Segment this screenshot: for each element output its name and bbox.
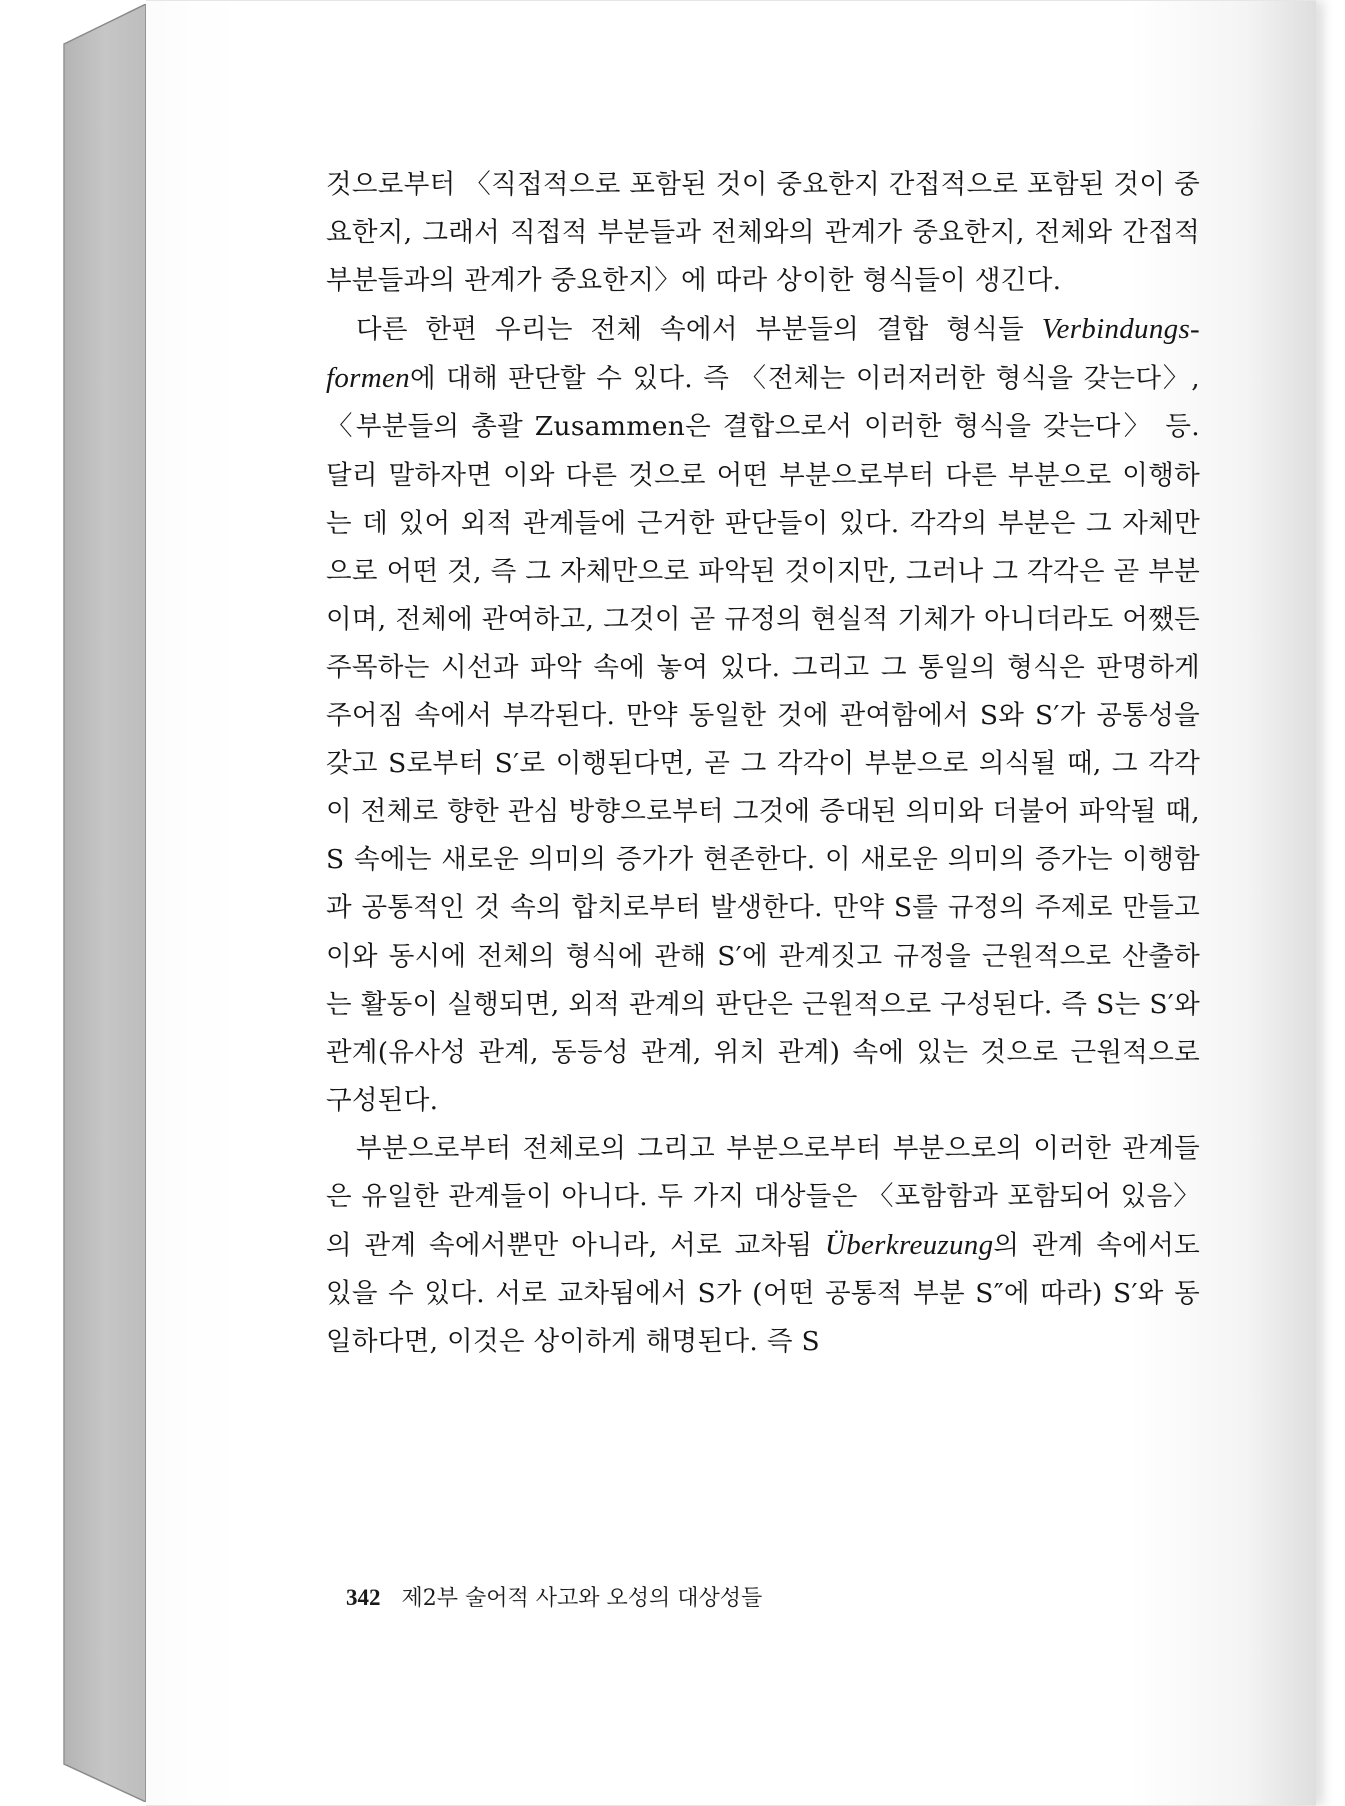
page-number: 342 xyxy=(346,1585,381,1610)
book-page xyxy=(146,0,1316,1806)
text-run: 의 관계 속에서도 있을 수 있다. 서로 교차됨에서 S가 (어떤 공통적 부분 S″에 따라) S′와 동일하다면, 이것은 상이하게 해명된다. 즉 S xyxy=(326,1230,1200,1358)
running-head: 제2부 술어적 사고와 오성의 대상성들 xyxy=(401,1586,763,1611)
text-run: 것으로부터 〈직접적으로 포함된 것이 중요한지 간접적으로 포함된 것이 중요한지, 그래서 직접적 부분들과 전체와의 관계가 중요한지, 전체와 간접적 부분들과의 관계가 중요한지〉에 따라 상이한 형식들이 생긴다. xyxy=(326,169,1200,297)
paragraph xyxy=(326,305,1200,1125)
text-run: 부분으로부터 전체로의 그리고 부분으로부터 부분으로의 이러한 관계들은 유일한 관계들이 아니다. 두 가지 대상들은 〈포함함과 포함되어 있음〉의 관계 속에서뿐만 아니라, 서로 교차됨 xyxy=(326,1132,1200,1262)
book-spine-graphic xyxy=(62,4,148,1802)
paragraph xyxy=(326,161,1200,305)
text-run: 다른 한편 우리는 전체 속에서 부분들의 결합 형식들 xyxy=(356,314,1042,346)
text-run: 에 대해 판단할 수 있다. 즉 〈전체는 이러저러한 형식을 갖는다〉, 〈부분들의 총괄 Zusammen은 결합으로서 이러한 형식을 갖는다〉 등. 달리 말하자면 이와 다른 것으로 어떤 부분으로부터 다른 부분으로 이행하는 데 있어 외적 관계들에 근거한 판단들이 있다. 각각의 부분은 그 자체만으로 어떤 것, 즉 그 자체만으로 파악된 것이지만, 그러나 그 각각은 곧 부분이며, 전체에 관여하고, 그것이 곧 규정의 현실적 기체가 아니더라도 어쨌든 주목하는 시선과 파악 속에 놓여 있다. 그리고 그 통일의 형식은 판명하게 주어짐 속에서 부각된다. 만약 동일한 것에 관여함에서 S와 S′가 공통성을 갖고 S로부터 S′로 이행된다면, 곧 그 각각이 부분으로 의식될 때, 그 각각이 전체로 향한 관심 방향으로부터 그것에 증대된 의미와 더불어 파악될 때, S 속에는 새로운 의미의 증가가 현존한다. 이 새로운 의미의 증가는 이행함과 공통적인 것 속의 합치로부터 발생한다. 만약 S를 규정의 주제로 만들고 이와 동시에 전체의 형식에 관해 S′에 관계짓고 규정을 근원적으로 산출하는 활동이 실행되면, 외적 관계의 판단은 근원적으로 구성된다. 즉 S는 S′와 관계(유사성 관계, 동등성 관계, 위치 관계) 속에 있는 것으로 근원적으로 구성된다. xyxy=(326,363,1200,1116)
foreign-term: Überkreuzung xyxy=(824,1229,994,1262)
body-text xyxy=(326,161,1200,1366)
foreign-term: Verbindungs-formen xyxy=(326,313,1200,395)
paragraph xyxy=(326,1125,1200,1366)
page-footer xyxy=(346,1581,762,1612)
